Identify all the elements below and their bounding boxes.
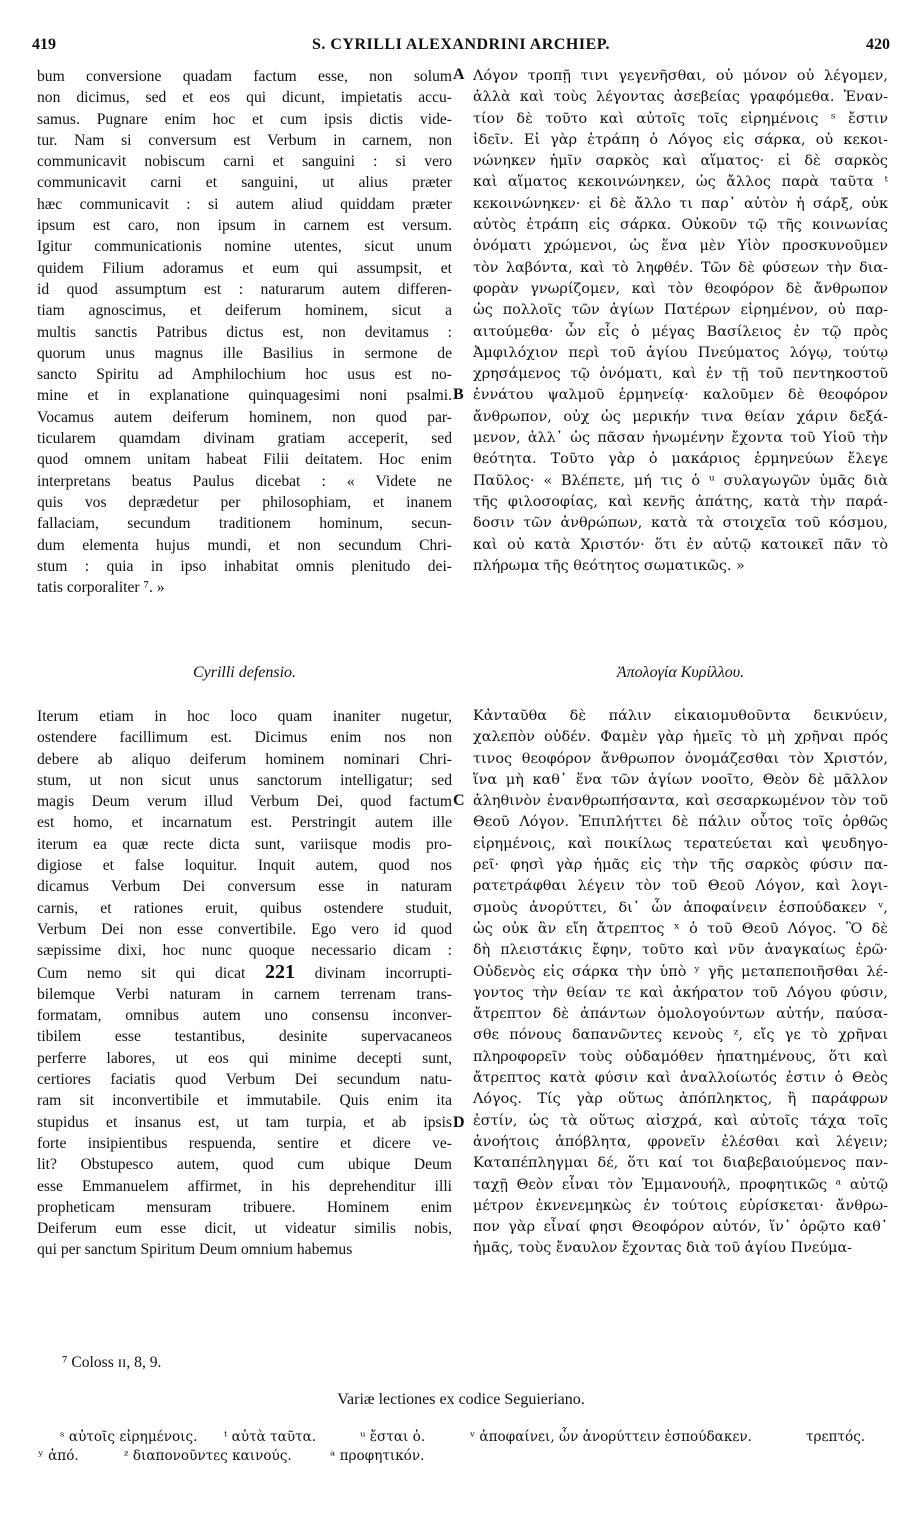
text-line: debere ab aliquo deiferum hominem nominari Chri- — [37, 750, 452, 768]
text-line: stupidus et insanus est, ut tam turpia, et ab ipsis — [37, 1113, 452, 1131]
subtitle-latin: Cyrilli defensio. — [192, 664, 297, 681]
variant-reading: ʸ ἀπό. — [38, 1448, 79, 1464]
margin-marker-a: A — [453, 66, 465, 83]
text-line: ἐννάτου ψαλμοῦ ἑρμηνείᾳ· καλοῦμεν δὲ θεοφόρον — [473, 387, 888, 404]
text-line: tibilem esse testantibus, desinite supervacaneos — [37, 1028, 452, 1046]
text-line: ἡμᾶς, τοὺς ἔναυλον ἔχοντας διὰ τοῦ ἁγίου Πνεύμα- — [473, 1240, 853, 1257]
text-line: Deiferum eum esse dicit, ut videatur similis nobis, — [37, 1220, 452, 1238]
variant-reading: ᵗ αὐτὰ ταῦτα. — [224, 1429, 317, 1445]
text-line: Λόγον τροπῇ τινι γεγενῆσθαι, οὐ μόνον οὐ λέγομεν, — [473, 68, 888, 84]
text-line: ipsum est caro, non ipsum in carnem est versum. — [37, 217, 452, 235]
text-line: mine et in explanatione quinquagesimi noni psalmi. — [37, 387, 452, 405]
text-line: tiam agnoscimus, et deiferum hominem, sicut a — [37, 302, 452, 320]
margin-marker-b: B — [453, 386, 464, 403]
greek-column-top — [473, 66, 888, 577]
text-line: ρατετράφθαι λέγειν τὸν τοῦ Θεοῦ Λόγον, καὶ λογι- — [473, 878, 888, 895]
text-line: ἄνθρωπον, οὐχ ὡς μερικήν τινα θείαν χάριν δεξά- — [473, 408, 888, 425]
text-line: Igitur communicationis nomine utentes, sicut unum — [37, 238, 452, 256]
margin-marker-d: D — [453, 1114, 465, 1131]
text-line: fallaciam, secundum traditionem hominum, secun- — [37, 515, 452, 533]
text-line: bilemque Verbi naturam in carnem terrenam trans- — [37, 985, 452, 1003]
text-line: ticularem quamdam divinam gratiam acceperit, sed — [37, 430, 452, 448]
text-line: multis sanctis Patribus dictus est, non devitamus : — [37, 323, 452, 341]
text-line: Ἀμφιλόχιον περὶ τοῦ ἁγίου Πνεύματος λόγῳ, τούτῳ — [473, 344, 888, 361]
text-line: certiores faciatis quod Verbum Dei secundum natu- — [37, 1071, 452, 1089]
text-line: propheticam mensuram tribuere. Hominem enim — [37, 1198, 452, 1216]
text-line: γοντος τὴν θείαν τε καὶ ἀκήρατον τοῦ Λόγου φύσιν, — [473, 984, 888, 1001]
text-line: ὀνόματι χρώμενοι, ὡς ἕνα μὲν Υἱὸν προσκυνοῦμεν — [473, 238, 888, 255]
text-line: quod omnem unitam habeat Filii deitatem. Hoc enim — [37, 451, 452, 469]
text-line: hæc communicavit : si autem aliud quiddam præter — [37, 195, 452, 213]
variant-line — [38, 1428, 882, 1447]
page-number-right: 420 — [866, 36, 890, 53]
text-fragment: Cum nemo sit qui dicat — [37, 964, 246, 982]
text-line: σμοὺς ἀνορύττει, δι᾿ ὧν ἀποφαίνειν ἐσπούδακεν ᵛ, — [473, 899, 888, 916]
text-line: dum elementa hujus mundi, et non secundum Chri- — [37, 536, 452, 554]
text-line: ram sit inconvertibile et immutabile. Quis enim ita — [37, 1092, 452, 1110]
text-line: sancto Spiritu ad Amphilochium hoc usus est no- — [37, 366, 452, 384]
text-fragment: divinam incorrupti- — [314, 964, 452, 982]
page-marker-number: 221 — [264, 961, 295, 983]
text-line: iterum ea quæ recte dicta sunt, variisque modis pro- — [37, 835, 452, 853]
text-line: digiose et false loquitur. Inquit autem, quod nos — [37, 857, 452, 875]
text-line: ὡς οὐκ ἂν εἴη ἄτρεπτος ˣ ὁ τοῦ Θεοῦ Λόγος. Ὃ δὲ — [473, 920, 888, 937]
margin-marker-c: C — [453, 792, 465, 809]
text-line: σθε πόνους δαπανῶντες κενοὺς ᶻ, εἴς γε τὸ χρῆναι — [473, 1027, 888, 1044]
text-line: communicavit nobiscum carni et sanguini : si vero — [37, 153, 452, 171]
text-line: Οὐδενὸς εἰς σάρκα τὴν ὑπὸ ʸ γῆς μεταπεποιῆσθαι λέ- — [473, 963, 888, 980]
text-line: formatam, omnibus autem uno consensu inconver- — [37, 1007, 452, 1025]
text-line: quidem Filium adoramus et eum qui assumpsit, et — [37, 259, 452, 277]
variant-readings — [38, 1428, 882, 1466]
running-header — [32, 36, 890, 58]
text-line: ἀλλὰ καὶ τοὺς λέγοντας ἀσεβείας γραφόμεθα. Ἐναν- — [473, 89, 888, 106]
text-line: δὴ πλειστάκις ἔφην, τοῦτο καὶ νῦν ἀναγκαίως ἐρῶ· — [473, 942, 888, 959]
text-line: quorum unus magnus ille Basilius in sermone de — [37, 344, 452, 362]
text-line: ὡς πολλοῖς τῶν ἁγίων Πατέρων εἰρημένον, οὐ παρ- — [473, 302, 888, 319]
text-line: ἵνα μὴ καθ᾿ ἕνα τῶν ἁγίων νοοῖτο, Θεὸν δὲ μᾶλλον — [473, 771, 888, 788]
text-line — [37, 962, 452, 984]
text-line: τίον δὲ τοῦτο καὶ αὐτοῖς τοῖς εἰρημένοις ˢ ἔστιν — [473, 110, 888, 127]
text-line: ταχῇ Θεὸν εἶναι τὸν Ἐμμανουήλ, προφητικῶς ᵃ αὐτῷ — [473, 1176, 888, 1193]
text-line: ἄτρεπτον δὲ ἁπάντων ὁμολογούντων αὐτήν, παύσα- — [473, 1006, 888, 1023]
text-line: Καταπέπληγμαι δέ, ὅτι καί τοι διαβεβαιούμενος παν- — [473, 1155, 888, 1172]
text-line: interpretans beatus Paulus dicebat : « Videte ne — [37, 472, 452, 490]
text-line: carnis, et rationes eruit, quibus ostendere studuit, — [37, 899, 452, 917]
text-line: Vocamus autem deiferum hominem, non quod par- — [37, 408, 452, 426]
text-line: νώνηκεν ἡμῖν σαρκὸς καὶ αἵματος· εἰ δὲ σαρκὸς — [473, 153, 888, 170]
text-line: tur. Nam si conversum est Verbum in carnem, non — [37, 131, 452, 149]
text-line: sæpissime dixi, hoc nunc quoque necessario dicam : — [37, 942, 452, 960]
text-line: ἰδεῖν. Εἰ γὰρ ἐτράπη ὁ Λόγος εἰς σάρκα, οὐ κεκοι- — [473, 131, 888, 148]
variant-reading: ᶻ διαπονοῦντες καινούς. — [124, 1448, 292, 1464]
text-line: Θεοῦ Λόγον. Ἐπιπλήττει δὲ πάλιν οὗτος τοῖς ὀρθῶς — [473, 814, 888, 831]
greek-column-bottom — [473, 706, 888, 1260]
text-line: μέτρον ἐκνενεμηκὼς ἐν τούτοις εὑρίσκεται· ἄνθρω- — [473, 1197, 888, 1214]
variant-reading: ᵘ ἔσται ὁ. — [360, 1429, 426, 1445]
text-line: bum conversione quadam factum esse, non solum — [37, 68, 452, 85]
text-line: esse Emmanuelem affirmet, in his deprehenditur illi — [37, 1177, 452, 1195]
text-line: ἀνοήτοις ἀπόβλητα, φρονεῖν ἐλέσθαι καὶ λέγειν; — [473, 1133, 888, 1150]
text-line: dicamus Verbum Dei conversum esse in naturam — [37, 878, 452, 896]
text-line: samus. Pugnare enim hoc et cum ipsis dictis vide- — [37, 110, 452, 128]
text-line: πον γὰρ εἶναί φησι Θεοφόρον αὐτόν, ἵν᾿ ὀρῷτο καθ᾿ — [473, 1219, 888, 1236]
variant-reading: ᵃ προφητικόν. — [330, 1448, 425, 1464]
running-title: S. CYRILLI ALEXANDRINI ARCHIEP. — [311, 36, 611, 53]
variant-reading: ˢ αὐτοῖς εἰρημένοις. — [60, 1429, 198, 1445]
text-line: Κἀνταῦθα δὲ πάλιν εἰκαιομυθοῦντα δεικνύειν, — [473, 708, 888, 724]
text-line: ostendere facillimum est. Dicimus enim nos non — [37, 729, 452, 747]
text-line: stum, ut non sicut unus sanctorum intelligatur; sed — [37, 771, 452, 789]
text-line: ἄτρεπτος κατὰ φύσιν καὶ ἀναλλοίωτός ἐστιν ὁ Θεὸς — [473, 1070, 888, 1087]
subtitle-greek: Ἀπολογία Κυρίλλου. — [616, 664, 745, 681]
text-line: est homo, et incarnatum est. Perstringit autem ille — [37, 814, 452, 832]
text-line: lit? Obstupesco autem, quod cum ubique Deum — [37, 1156, 452, 1174]
text-line: ἐστίν, ὡς τὰ οὕτως αἰσχρά, καὶ αὐτοῖς τάχα τοῖς — [473, 1112, 888, 1129]
text-line: ἀληθινὸν ἐνανθρωπήσαντα, καὶ σεσαρκωμένον τὸν τοῦ — [473, 793, 888, 810]
text-line: θεότητα. Τοῦτο γὰρ ὁ μακάριος ἑρμηνεύων ἔλεγε — [473, 451, 888, 468]
text-line: quis vos deprædetur per philosophiam, et inanem — [37, 493, 452, 511]
text-line: forte insipientibus respuenda, sentire et dicere ve- — [37, 1134, 452, 1152]
text-line: Iterum etiam in hoc loco quam inaniter nugetur, — [37, 708, 452, 725]
text-line: αὐτὸς ἐτράπη εἰς σάρκα. Οὐκοῦν τῷ τῆς κοινωνίας — [473, 217, 888, 234]
text-line: perferre labores, ut eos qui minime decepti sunt, — [37, 1049, 452, 1067]
latin-column-top — [37, 66, 452, 598]
text-line: δοσιν τῶν ἀνθρώπων, κατὰ τὰ στοιχεῖα τοῦ κόσμου, — [473, 515, 888, 532]
text-line: χρησάμενος τῷ ὀνόματι, καὶ ἐν τῇ τοῦ πεντηκοστοῦ — [473, 366, 888, 383]
text-line: non dicimus, sed et eos qui dicunt, impietatis accu- — [37, 89, 452, 107]
text-line: εἰρημένοις, καὶ ποικίλως τερατεύεται καὶ ψευδηγο- — [473, 835, 888, 852]
page-number-left: 419 — [32, 36, 56, 53]
text-line: ρεῖ· φησὶ γὰρ ἡμᾶς εἰς τὴν τῆς σαρκὸς φύσιν πα- — [473, 857, 888, 874]
text-line: stum : quia in ipso inhabitat omnis plenitudo dei- — [37, 557, 452, 575]
text-line: τινος θεοφόρον ἄνθρωπον ὀνομάζεσθαι τὸν Χριστόν, — [473, 750, 888, 767]
text-line: id quod assumptum est : naturarum autem differen- — [37, 280, 452, 298]
text-line: αιτούμεθα· ὧν εἷς ὁ μέγας Βασίλειος ἐν τῷ πρὸς — [473, 323, 888, 340]
text-line: Verbum Dei non esse convertibile. Ego vero id quod — [37, 920, 452, 938]
text-line: μενον, ἀλλ᾿ ὡς πᾶσαν ἡνωμένην ἔχοντα τοῦ Υἱοῦ τὴν — [473, 430, 888, 447]
text-line: qui per sanctum Spiritum Deum omnium habemus — [37, 1241, 353, 1259]
text-line: φορὰν γνωρίζομεν, καὶ τὸν θεοφόρον δὲ ἄνθρωπον — [473, 280, 888, 297]
text-line: καὶ αἵματος κεκοινώνηκεν, ὡς ἄλλος παρὰ ταῦτα ᵗ — [473, 174, 888, 191]
text-line: magis Deum verum illud Verbum Dei, quod factum — [37, 793, 452, 811]
text-line: πληροφορεῖν τοὺς οὐδαμόθεν ἠπατημένους, ὅτι καὶ — [473, 1048, 888, 1065]
variae-lectiones-title: Variæ lectiones ex codice Seguieriano. — [337, 1391, 585, 1408]
text-line: communicavit carni et sanguini, ut alius præter — [37, 174, 452, 192]
text-line: κεκοινώνηκεν· εἰ δὲ ἄλλο τι παρ᾿ αὐτὸν ἡ σάρξ, οὐκ — [473, 195, 888, 212]
footnote: ⁷ Coloss ɪɪ, 8, 9. — [62, 1354, 162, 1371]
text-line: τῆς φιλοσοφίας, καὶ κενῆς ἀπάτης, κατὰ τὴν παρά- — [473, 493, 888, 510]
text-line: χαλεπὸν οὐδέν. Φαμὲν γὰρ ἡμεῖς τὸ μὴ χρῆναι πρός — [473, 729, 888, 746]
latin-column-bottom — [37, 706, 452, 1261]
text-line: πλήρωμα τῆς θεότητος σωματικῶς. » — [473, 557, 745, 574]
variant-reading: τρεπτός. — [806, 1429, 866, 1445]
text-line: τὸν λαβόντα, καὶ τὸ ληφθέν. Τῶν δὲ φύσεων τὴν δια- — [473, 259, 888, 276]
text-line: Παῦλος· « Βλέπετε, μή τις ὁ ᵘ συλαγωγῶν ὑμᾶς διὰ — [473, 472, 888, 489]
text-line: tatis corporaliter ⁷. » — [37, 579, 165, 597]
variant-reading: ᵛ ἀποφαίνει, ὧν ἀνορύττειν ἐσπούδακεν. — [470, 1429, 752, 1445]
variant-line — [38, 1447, 882, 1466]
text-line: καὶ οὐ κατὰ Χριστόν· ὅτι ἐν αὐτῷ κατοικεῖ πᾶν τὸ — [473, 536, 888, 553]
text-line: Λόγος. Τίς γὰρ οὕτως ἀπόπληκτος, ἢ παράφρων — [473, 1091, 888, 1108]
